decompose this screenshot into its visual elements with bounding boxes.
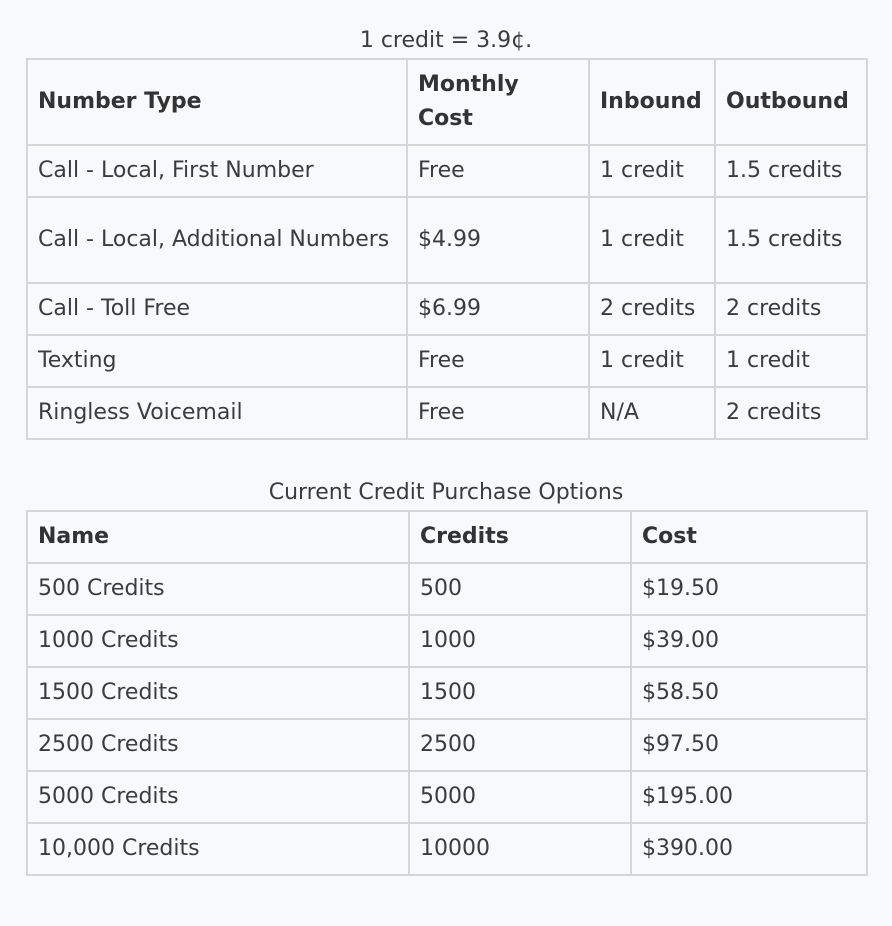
- table-row: [27, 283, 867, 335]
- table-row: [27, 771, 867, 823]
- table-cell: $195.00: [631, 771, 867, 823]
- table-row: [27, 387, 867, 439]
- table-cell: Free: [407, 387, 589, 439]
- table-row: [27, 145, 867, 197]
- table-cell: 1 credit: [589, 335, 715, 387]
- table-cell: Call - Local, First Number: [27, 145, 407, 197]
- table-cell: N/A: [589, 387, 715, 439]
- table-cell: 2 credits: [715, 283, 867, 335]
- column-header: Credits: [409, 511, 631, 563]
- table-cell: Free: [407, 145, 589, 197]
- table-cell: 1 credit: [715, 335, 867, 387]
- purchase-table-caption: Current Credit Purchase Options: [268, 480, 624, 505]
- table-cell: $6.99: [407, 283, 589, 335]
- table-cell: 5000: [409, 771, 631, 823]
- table-cell: 1 credit: [589, 197, 715, 283]
- table-row: [27, 823, 867, 875]
- table-cell: 1500: [409, 667, 631, 719]
- table-header-row: [27, 511, 867, 563]
- rate-table: [26, 58, 868, 440]
- table-row: [27, 335, 867, 387]
- column-header: Name: [27, 511, 409, 563]
- table-cell: 1 credit: [589, 145, 715, 197]
- table-cell: 2 credits: [715, 387, 867, 439]
- table-cell: Call - Local, Additional Numbers: [27, 197, 407, 283]
- table-cell: $4.99: [407, 197, 589, 283]
- table-cell: $97.50: [631, 719, 867, 771]
- table-cell: 1000 Credits: [27, 615, 409, 667]
- table-cell: Texting: [27, 335, 407, 387]
- table-cell: 2 credits: [589, 283, 715, 335]
- table-cell: Call - Toll Free: [27, 283, 407, 335]
- rate-table-caption: 1 credit = 3.9¢.: [359, 28, 533, 53]
- column-header: Number Type: [27, 59, 407, 145]
- table-cell: 5000 Credits: [27, 771, 409, 823]
- table-cell: 1.5 credits: [715, 197, 867, 283]
- table-cell: 2500: [409, 719, 631, 771]
- table-cell: 10000: [409, 823, 631, 875]
- table-cell: 2500 Credits: [27, 719, 409, 771]
- table-cell: 500 Credits: [27, 563, 409, 615]
- table-cell: 1500 Credits: [27, 667, 409, 719]
- purchase-options-table: [26, 510, 868, 876]
- purchase-options-section: [26, 476, 866, 876]
- column-header: Cost: [631, 511, 867, 563]
- column-header: Monthly Cost: [407, 59, 589, 145]
- table-row: [27, 197, 867, 283]
- table-row: [27, 667, 867, 719]
- column-header: Inbound: [589, 59, 715, 145]
- rate-table-section: [26, 24, 866, 440]
- table-cell: 1000: [409, 615, 631, 667]
- table-cell: Free: [407, 335, 589, 387]
- table-cell: $19.50: [631, 563, 867, 615]
- table-cell: $58.50: [631, 667, 867, 719]
- table-cell: Ringless Voicemail: [27, 387, 407, 439]
- table-row: [27, 615, 867, 667]
- table-row: [27, 563, 867, 615]
- table-cell: 10,000 Credits: [27, 823, 409, 875]
- column-header: Outbound: [715, 59, 867, 145]
- table-cell: $39.00: [631, 615, 867, 667]
- table-row: [27, 719, 867, 771]
- table-header-row: [27, 59, 867, 145]
- table-cell: 500: [409, 563, 631, 615]
- table-cell: 1.5 credits: [715, 145, 867, 197]
- table-cell: $390.00: [631, 823, 867, 875]
